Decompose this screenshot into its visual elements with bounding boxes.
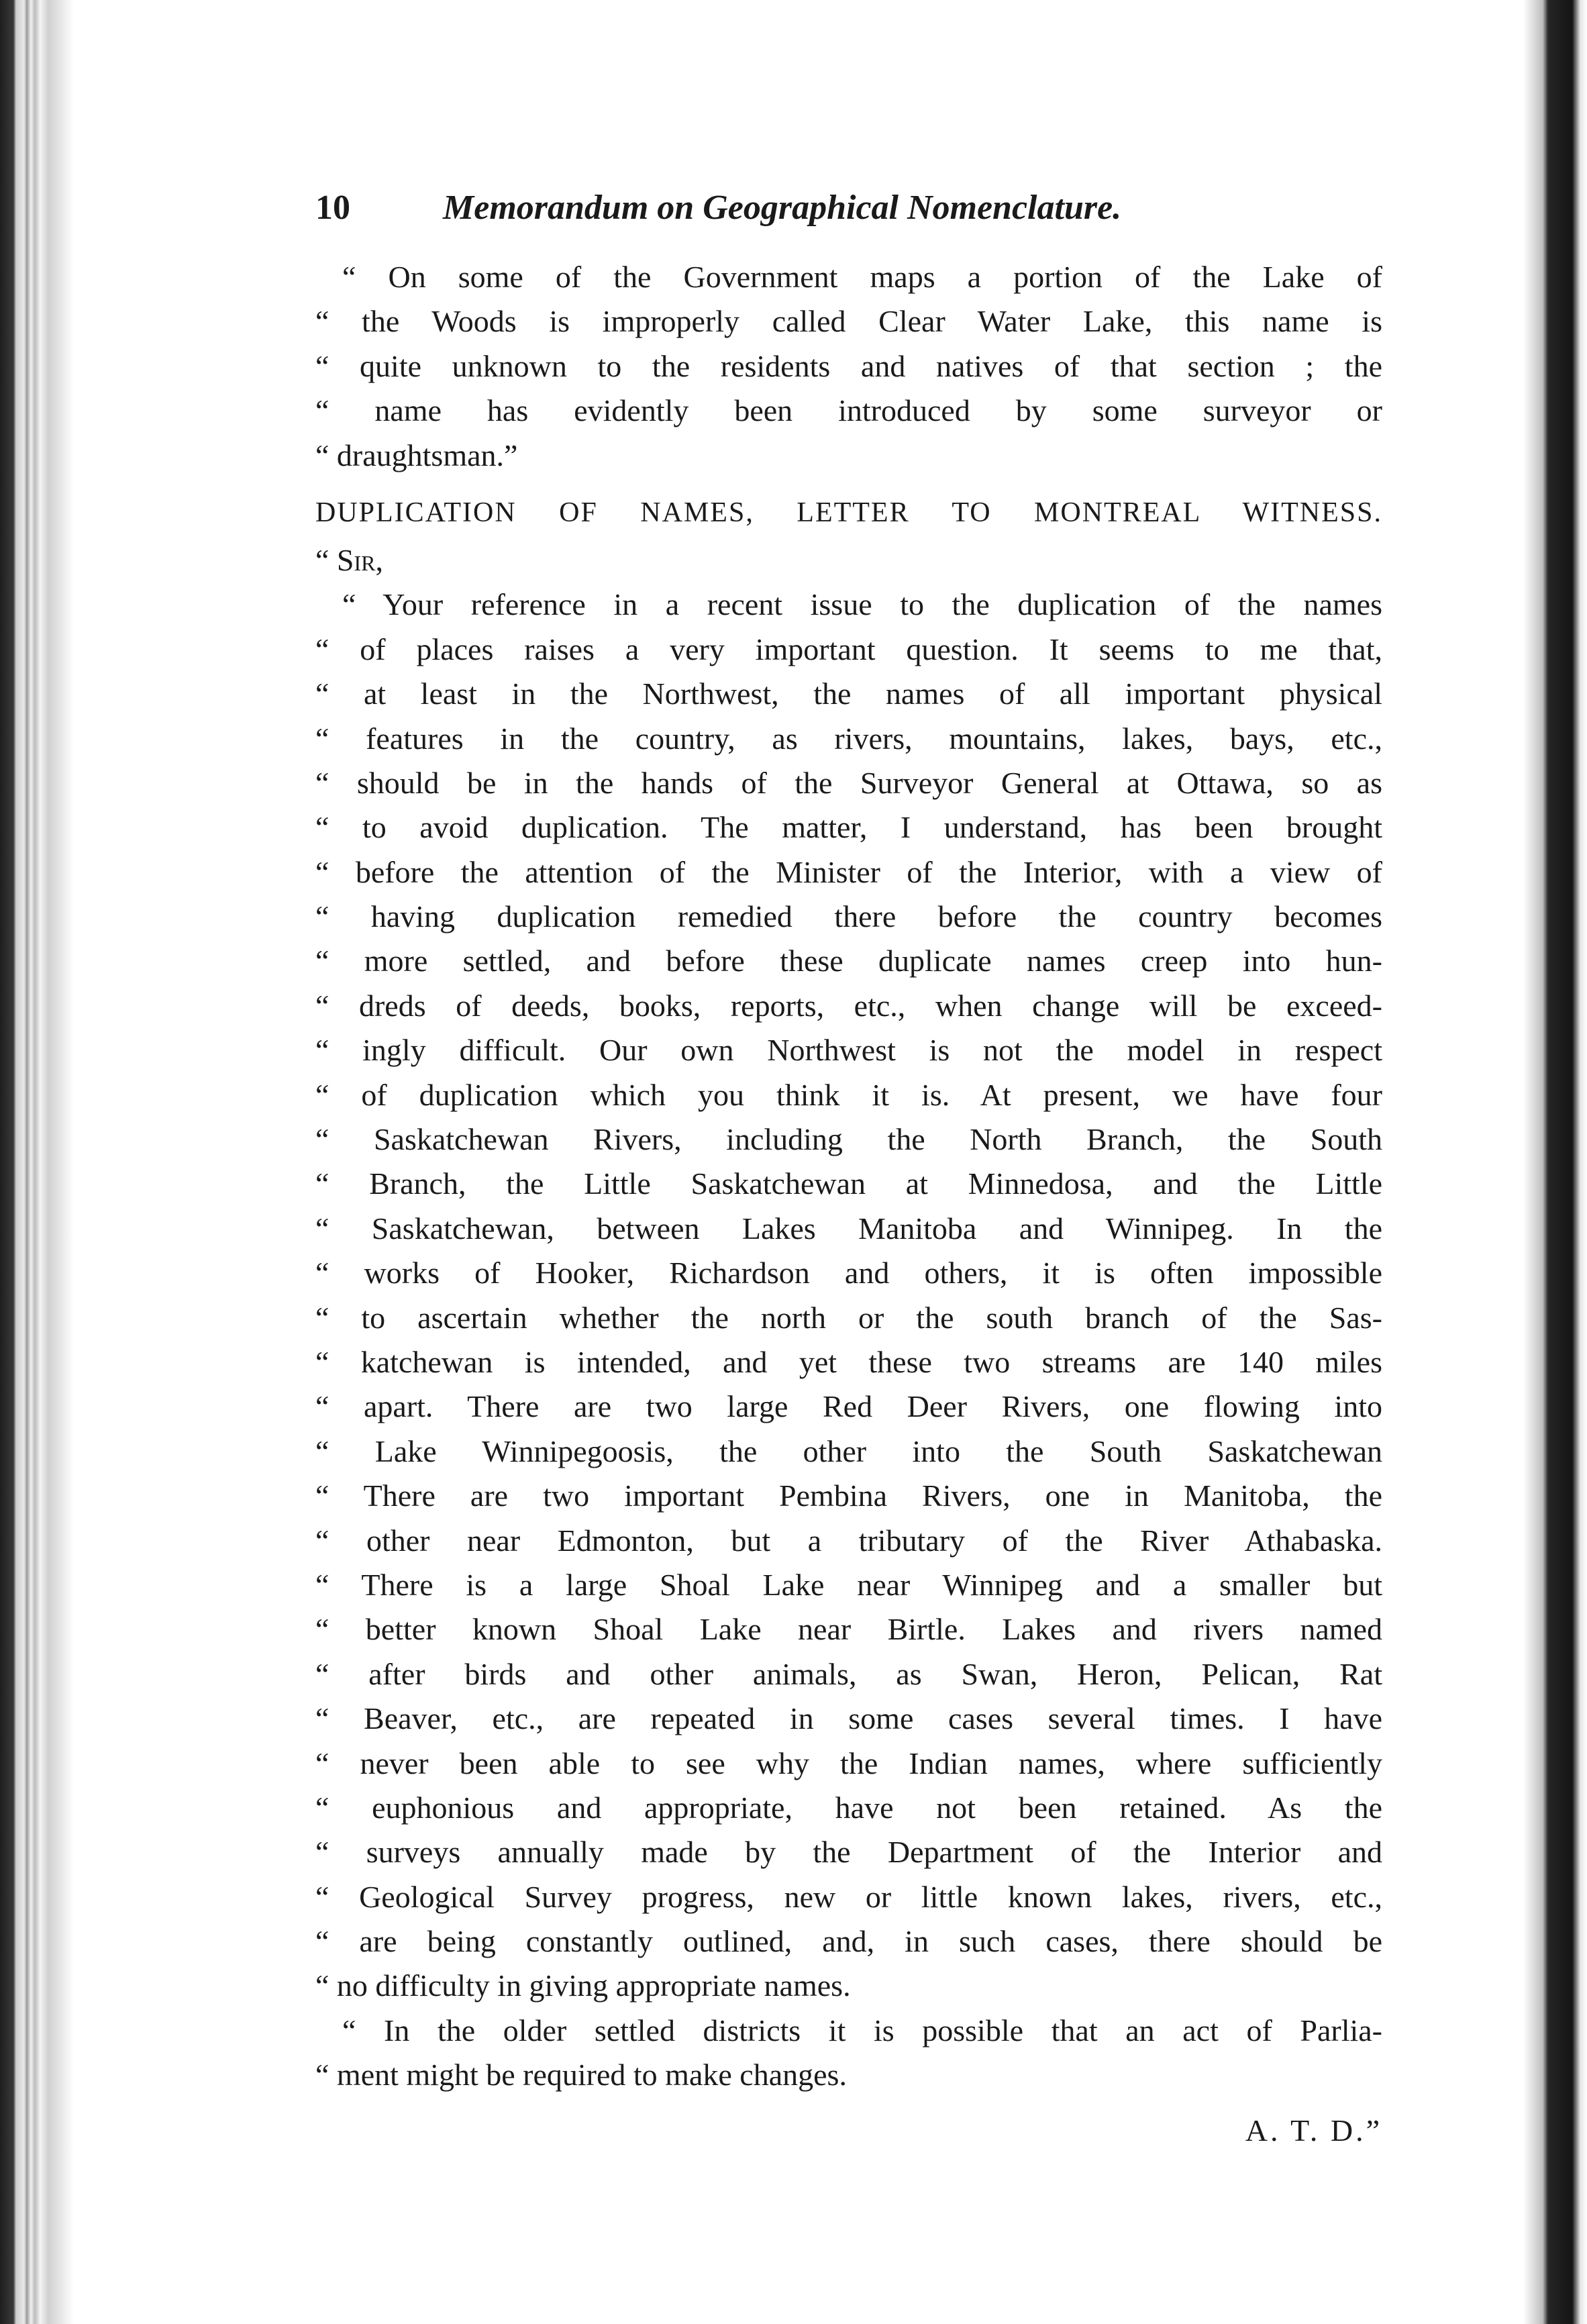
- text-line: “ never been able to see why the Indian names, where sufficiently: [315, 1746, 1382, 1780]
- text-line: “ euphonious and appropriate, have not been retained. As the: [315, 1790, 1382, 1825]
- text-line: “ are being constantly outlined, and, in such cases, there should be: [315, 1924, 1382, 1959]
- page-number: 10: [315, 189, 350, 227]
- text-line: “ at least in the Northwest, the names of all important physical: [315, 676, 1382, 711]
- text-line: “ of places raises a very important question. It seems to me that,: [315, 631, 1382, 666]
- text-line: “ of duplication which you think it is. At present, we have four: [315, 1077, 1382, 1112]
- salutation: [315, 538, 1382, 583]
- text-line: “ features in the country, as rivers, mountains, lakes, bays, etc.,: [315, 721, 1382, 756]
- text-line: “ On some of the Government maps a portion of the Lake of: [342, 260, 1382, 294]
- text-line: “ having duplication remedied there before the country becomes: [315, 899, 1382, 934]
- text-line: “ Your reference in a recent issue to the duplication of the names: [342, 587, 1382, 622]
- salutation-quote-mark: “: [315, 542, 337, 577]
- text-line: “ name has evidently been introduced by some surveyor or: [315, 393, 1382, 428]
- text-line: “ after birds and other animals, as Swan, Heron, Pelican, Rat: [315, 1656, 1382, 1691]
- running-title: Memorandum on Geographical Nomenclature.: [443, 189, 1122, 227]
- text-line: “ Branch, the Little Saskatchewan at Minnedosa, and the Little: [315, 1166, 1382, 1201]
- text-line: “ dreds of deeds, books, reports, etc., when change will be exceed-: [315, 988, 1382, 1023]
- text-line: “ before the attention of the Minister of the Interior, with a view of: [315, 854, 1382, 889]
- text-line: “ quite unknown to the residents and natives of that section ; the: [315, 348, 1382, 383]
- text-line: “ There are two important Pembina Rivers, one in Manitoba, the: [315, 1478, 1382, 1513]
- text-line: “ apart. There are two large Red Deer Rivers, one flowing into: [315, 1389, 1382, 1424]
- text-line: “ more settled, and before these duplicate names creep into hun-: [315, 944, 1382, 978]
- text-line: “ Saskatchewan Rivers, including the North Branch, the South: [315, 1122, 1382, 1157]
- text-line: “ works of Hooker, Richardson and others, it is often impossible: [315, 1256, 1382, 1291]
- text-line: “ the Woods is improperly called Clear Water Lake, this name is: [315, 304, 1382, 339]
- text-line: “ surveys annually made by the Department of the Interior and: [315, 1835, 1382, 1870]
- text-line: “ no difficulty in giving appropriate names.: [315, 1968, 851, 2003]
- running-head: [315, 188, 1389, 242]
- page-edge-right: [1523, 0, 1587, 2324]
- text-line: “ draughtsman.”: [315, 438, 518, 472]
- text-line: “ ingly difficult. Our own Northwest is not the model in respect: [315, 1033, 1382, 1068]
- letter-paragraph-1: [315, 583, 1382, 2009]
- text-line: “ ment might be required to make changes.: [315, 2058, 847, 2092]
- text-line: “ better known Shoal Lake near Birtle. Lakes and rivers named: [315, 1612, 1382, 1647]
- text-line: “ In the older settled districts it is possible that an act of Parlia-: [342, 2013, 1382, 2048]
- text-line: “ to ascertain whether the north or the south branch of the Sas-: [315, 1300, 1382, 1335]
- text-line: “ to avoid duplication. The matter, I understand, has been brought: [315, 810, 1382, 845]
- quoted-passage: [315, 255, 1382, 478]
- body-text: [315, 255, 1382, 2153]
- text-line: “ katchewan is intended, and yet these two streams are 140 miles: [315, 1344, 1382, 1379]
- page-edge-left: [0, 0, 74, 2324]
- text-line: “ other near Edmonton, but a tributary of the River Athabaska.: [315, 1523, 1382, 1558]
- signature: A. T. D.”: [1245, 2113, 1382, 2148]
- text-line: “ Saskatchewan, between Lakes Manitoba and Winnipeg. In the: [315, 1211, 1382, 1246]
- text-line: “ Lake Winnipegoosis, the other into the South Saskatchewan: [315, 1433, 1382, 1468]
- text-line: “ Beaver, etc., are repeated in some cases several times. I have: [315, 1701, 1382, 1736]
- text-line: “ There is a large Shoal Lake near Winnipeg and a smaller but: [315, 1567, 1382, 1602]
- letter-paragraph-2: [315, 2009, 1382, 2098]
- text-line: “ should be in the hands of the Surveyor General at Ottawa, so as: [315, 765, 1382, 800]
- book-page: [315, 168, 1382, 2181]
- section-heading: DUPLICATION OF NAMES, LETTER TO MONTREAL WITNESS.: [315, 497, 1382, 528]
- text-line: “ Geological Survey progress, new or little known lakes, rivers, etc.,: [315, 1879, 1382, 1914]
- salutation-text: Sir,: [336, 542, 384, 577]
